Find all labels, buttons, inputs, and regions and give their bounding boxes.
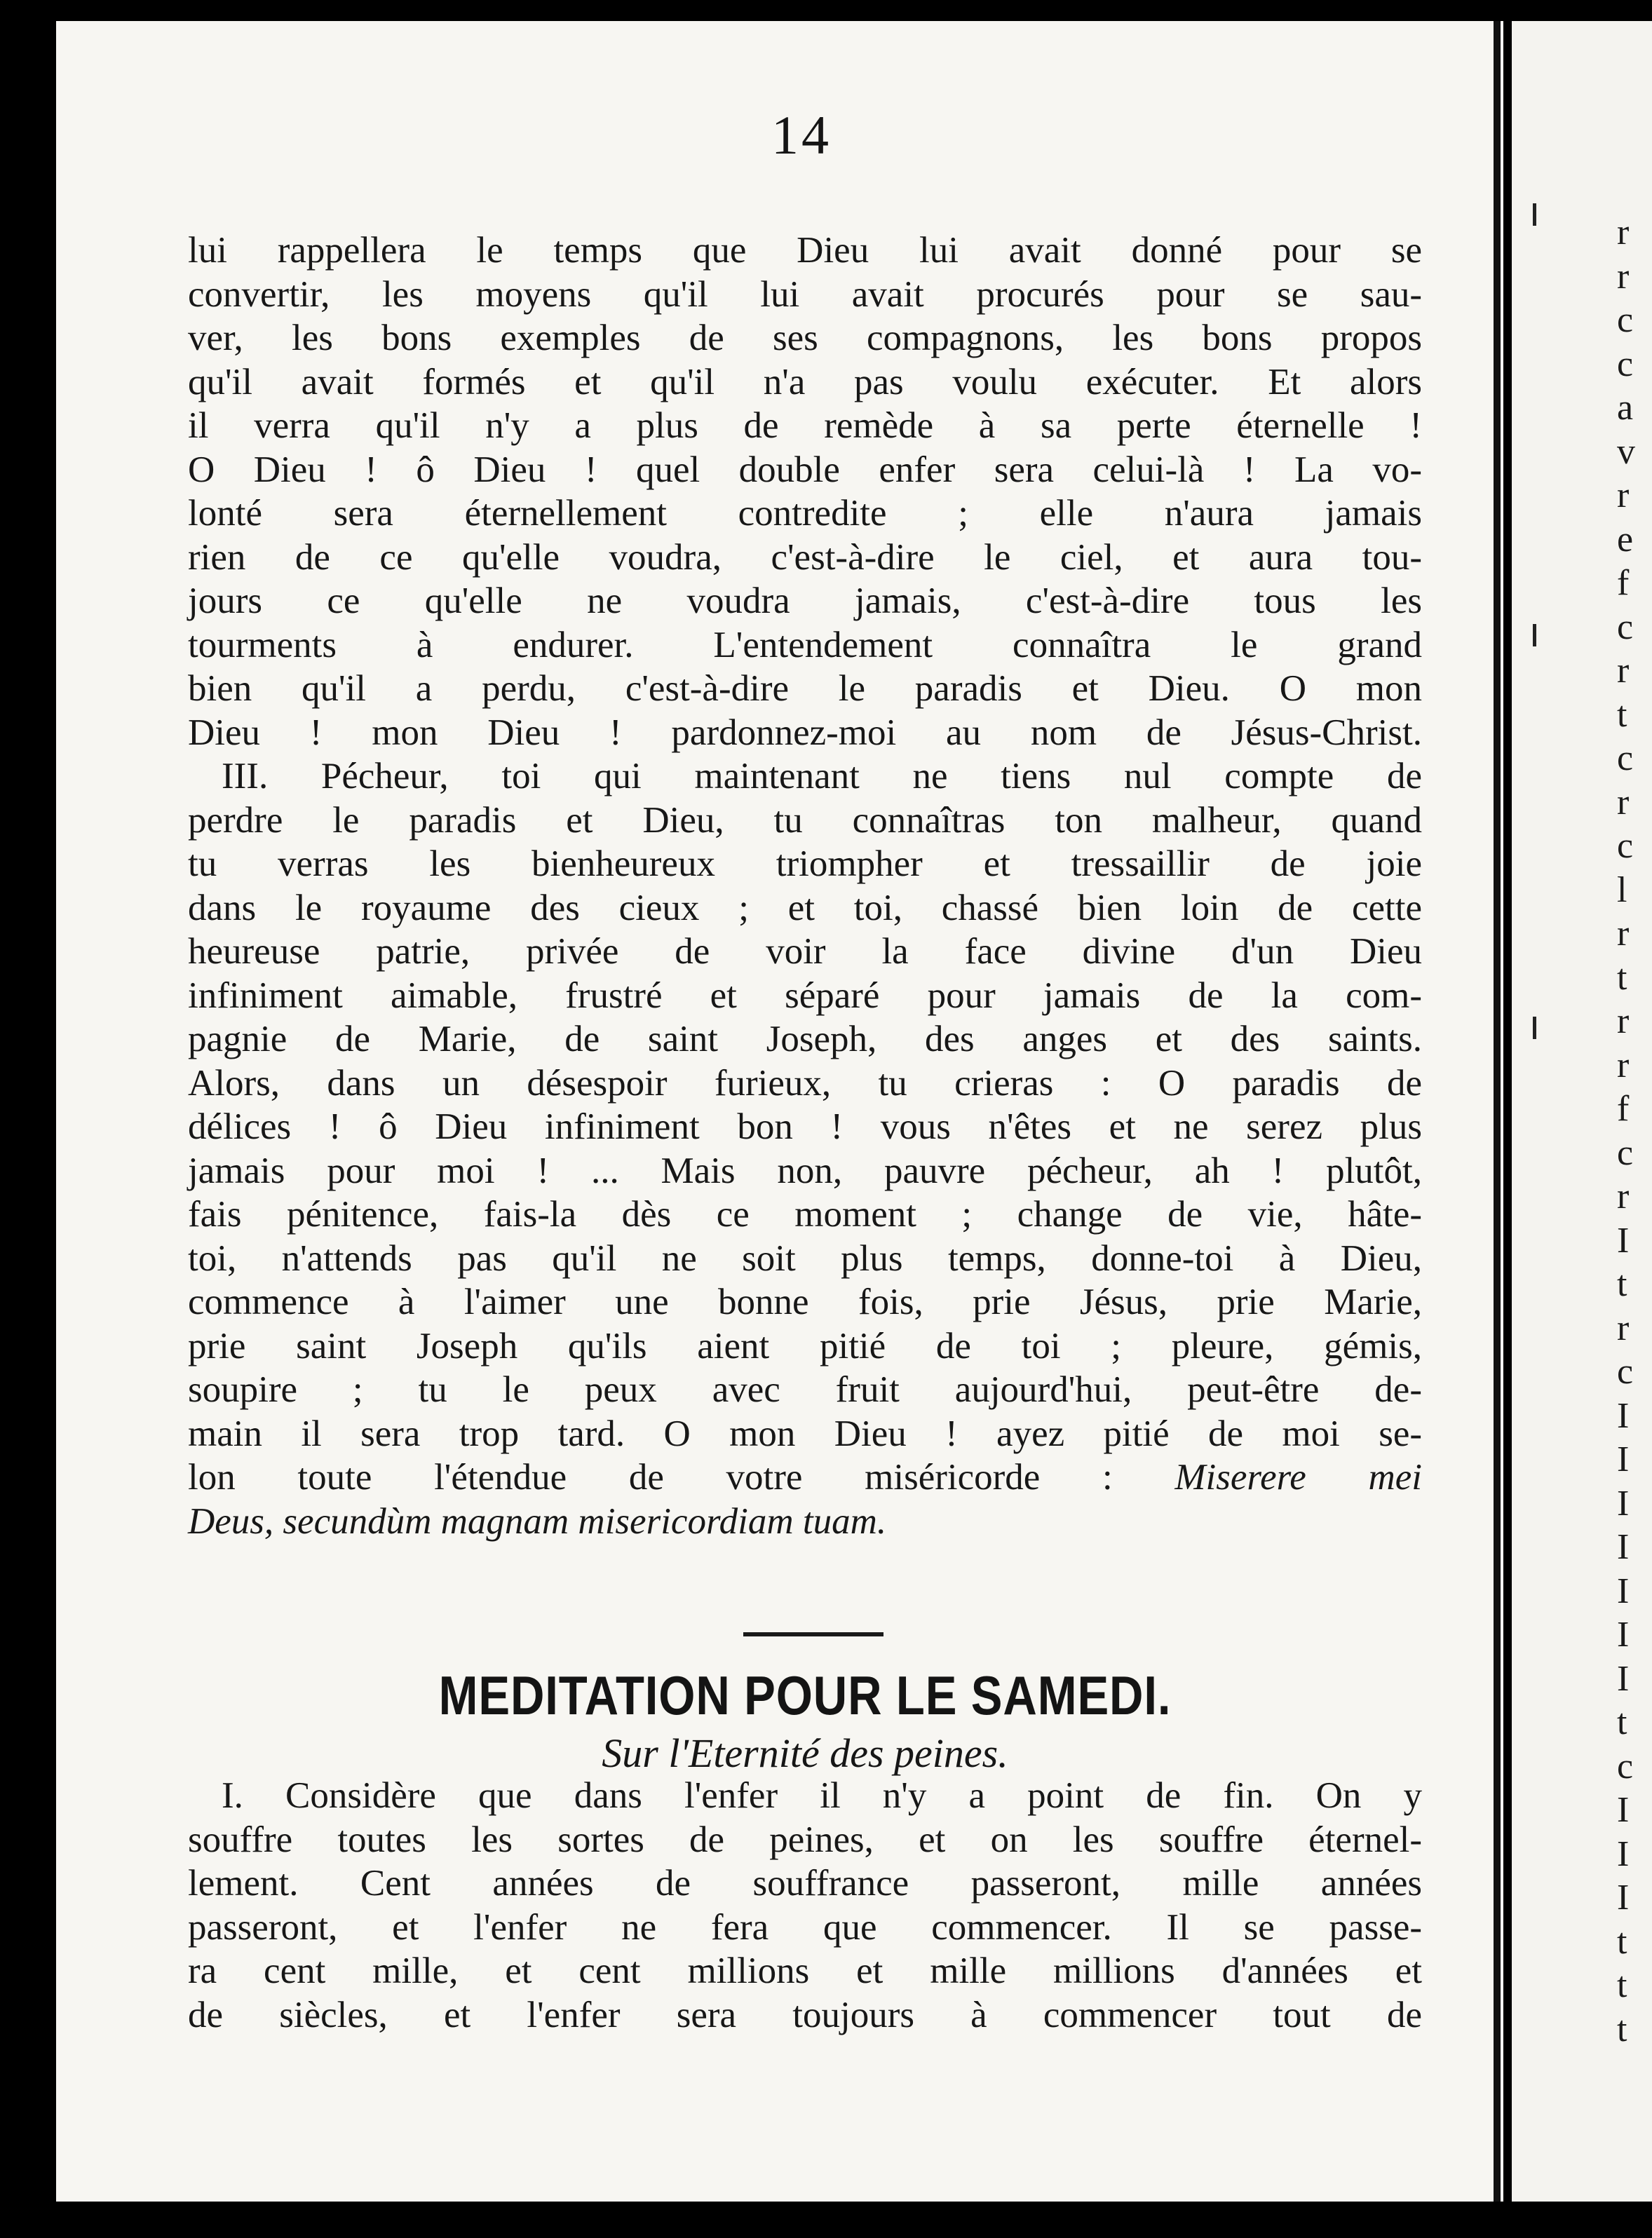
latin-phrase: Deus, secundùm magnam misericordiam tuam. [188,1500,887,1542]
text-line [188,1456,1422,1500]
adjacent-page-letter: r [1617,651,1630,691]
adjacent-page-letter: r [1617,475,1630,515]
adjacent-page-letter: r [1617,256,1630,297]
adjacent-page-letter: t [1617,1264,1627,1304]
adjacent-page-letter: I [1617,1527,1630,1567]
text-line: perdre le paradis et Dieu, tu connaîtras ton malheur, quand [188,799,1422,841]
adjacent-page-letter: t [1617,1702,1627,1742]
text-block-lower [188,1774,1422,2037]
text-line: délices ! ô Dieu infiniment bon ! vous n'êtes et ne serez plus [188,1106,1422,1147]
text-line: passeront, et l'enfer ne fera que commencer. Il se passe- [188,1906,1422,1948]
adjacent-page-letter: I [1617,1483,1630,1524]
text-line: toi, n'attends pas qu'il ne soit plus temps, donne-toi à Dieu, [188,1237,1422,1279]
text-line: heureuse patrie, privée de voir la face divine d'un Dieu [188,931,1422,972]
text-line: tu verras les bienheureux triompher et tressaillir de joie [188,843,1422,884]
adjacent-page-letter: t [1617,957,1627,998]
adjacent-page-letter: I [1617,1571,1630,1611]
text-line: ver, les bons exemples de ses compagnons, les bons propos [188,318,1422,358]
adjacent-page-letter: c [1617,1132,1634,1173]
adjacent-page-letter: c [1617,826,1634,866]
edge-line [1533,1017,1536,1039]
text-line: lement. Cent années de souffrance passeront, mille années [188,1863,1422,1904]
text-line: ra cent mille, et cent millions et mille millions d'années et [188,1951,1422,1991]
adjacent-page-letter: r [1617,1176,1630,1216]
adjacent-page-letter: l [1617,869,1627,910]
adjacent-page-letter: r [1617,212,1630,252]
adjacent-page-letter: f [1617,1089,1630,1129]
adjacent-page-letter: I [1617,1395,1630,1436]
adjacent-page-letter: r [1617,914,1630,954]
adjacent-page-letter: I [1617,1220,1630,1261]
adjacent-page-letter: v [1617,431,1635,472]
text-line: commence à l'aimer une bonne fois, prie Jésus, prie Marie, [188,1282,1422,1322]
adjacent-page-letter: a [1617,388,1634,428]
page-edge-shadow [1494,21,1501,2202]
adjacent-page-letter: I [1617,1878,1630,1918]
text-line: bien qu'il a perdu, c'est-à-dire le paradis et Dieu. O mon [188,668,1422,709]
section-divider [743,1632,883,1636]
adjacent-page-letter: t [1617,1965,1627,2005]
adjacent-page-letter: c [1617,344,1634,384]
text-line: de siècles, et l'enfer sera toujours à commencer tout de [188,1994,1422,2035]
adjacent-page-letter: I [1617,1790,1630,1830]
adjacent-page-letter: t [1617,1921,1627,1962]
adjacent-page-letter: t [1617,2009,1627,2049]
section-heading: MEDITATION POUR LE SAMEDI. [438,1664,1172,1726]
adjacent-page-letter: c [1617,606,1634,647]
latin-phrase: Miserere mei [1174,1457,1422,1498]
text-line: souffre toutes les sortes de peines, et on les souffre éternel- [188,1819,1422,1860]
adjacent-page-letter: r [1617,782,1630,822]
text-line: O Dieu ! ô Dieu ! quel double enfer sera celui-là ! La vo- [188,449,1422,490]
text-line: pagnie de Marie, de saint Joseph, des anges et des saints. [188,1019,1422,1059]
adjacent-page-letter: f [1617,563,1630,603]
text-line: rien de ce qu'elle voudra, c'est-à-dire le ciel, et aura tou- [188,536,1422,578]
text-line: lui rappellera le temps que Dieu lui avait donné pour se [188,230,1422,271]
text-line: convertir, les moyens qu'il lui avait procurés pour se sau- [188,273,1422,315]
text-line: qu'il avait formés et qu'il n'a pas voulu exécuter. Et alors [188,361,1422,402]
edge-line [1533,624,1536,646]
text-line: il verra qu'il n'y a plus de remède à sa perte éternelle ! [188,405,1422,446]
section-subheading: Sur l'Eternité des peines. [602,1730,1008,1776]
text-line: Dieu ! mon Dieu ! pardonnez-moi au nom de Jésus-Christ. [188,712,1422,753]
text-line: jamais pour moi ! ... Mais non, pauvre pécheur, ah ! plutôt, [188,1150,1422,1191]
text-line: soupire ; tu le peux avec fruit aujourd'hui, peut-être de- [188,1369,1422,1410]
adjacent-page-letter: c [1617,300,1634,340]
adjacent-page-letter: I [1617,1833,1630,1874]
adjacent-page-letter: r [1617,1308,1630,1348]
text-line: tourments à endurer. L'entendement connaîtra le grand [188,624,1422,665]
adjacent-page-letter: I [1617,1615,1630,1655]
adjacent-page-letter: t [1617,694,1627,735]
text-block-upper [188,229,1422,1543]
text-line: I. Considère que dans l'enfer il n'y a point de fin. On y [222,1775,1422,1816]
adjacent-page-letter: c [1617,1352,1634,1392]
text-line: Alors, dans un désespoir furieux, tu crieras : O paradis de [188,1062,1422,1104]
text-line: prie saint Joseph qu'ils aient pitié de toi ; pleure, gémis, [188,1325,1422,1366]
text-line: lonté sera éternellement contredite ; elle n'aura jamais [188,493,1422,534]
page-number: 14 [771,104,832,165]
text-line: jours ce qu'elle ne voudra jamais, c'est-à-dire tous les [188,581,1422,621]
text-line: dans le royaume des cieux ; et toi, chassé bien loin de cette [188,887,1422,928]
edge-line [1533,203,1536,226]
adjacent-page-letter: c [1617,1746,1634,1786]
adjacent-page-letter: e [1617,519,1634,560]
text-line: III. Pécheur, toi qui maintenant ne tiens nul compte de [222,756,1422,796]
adjacent-page-edge [1512,21,1652,2202]
text-line [188,1500,1422,1544]
adjacent-page-letter: I [1617,1658,1630,1699]
text-line: fais pénitence, fais-la dès ce moment ; change de vie, hâte- [188,1194,1422,1235]
adjacent-page-letter: r [1617,1045,1630,1085]
text-run: lon toute l'étendue de votre miséricorde : [188,1457,1113,1498]
text-line: main il sera trop tard. O mon Dieu ! ayez pitié de moi se- [188,1413,1422,1454]
book-page [56,21,1503,2202]
adjacent-page-letter: r [1617,1001,1630,1041]
adjacent-page-letter: I [1617,1439,1630,1479]
adjacent-page-letter: c [1617,738,1634,778]
text-line: infiniment aimable, frustré et séparé pour jamais de la com- [188,975,1422,1016]
